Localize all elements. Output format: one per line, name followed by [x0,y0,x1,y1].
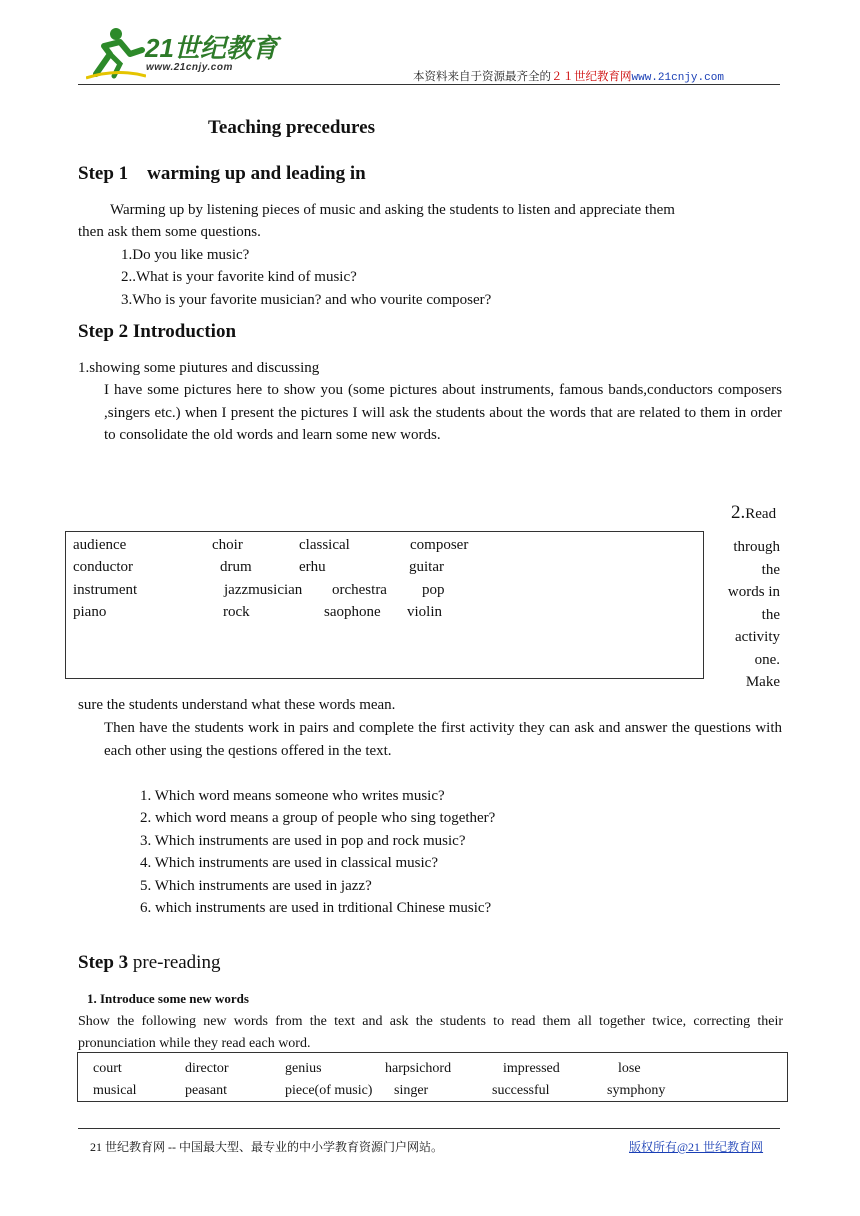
vocab-table [65,531,704,679]
step3-para: Show the following new words from the text and ask the students to read them all together twice, correcting their pronunciation while they read each word. [78,1014,783,1051]
step2-title: Introduction [132,321,237,342]
vocab-word: classical [299,537,350,553]
step2-side-text [710,536,780,694]
side-line: one. [754,651,780,668]
new-word: successful [492,1083,550,1098]
side-line: Read [745,506,777,522]
new-word: peasant [185,1083,227,1098]
logo-text: 21世纪教育 [145,33,278,63]
vocab-word: saophone [324,604,381,620]
new-word: court [93,1061,122,1076]
step3-label: Step 3 [78,952,129,973]
step2-para: I have some pictures here to show you (some pictures about instruments, famous bands,conductors composers ,singers etc.) when I present the pictures I will ask the students about the words that are related to them in order to consolidate the old words and learn some new words. [104,382,782,443]
new-word: lose [618,1061,641,1076]
step2-label: Step 2 [78,321,129,342]
vocab-word: choir [212,537,243,553]
vocab-word: composer [410,537,469,553]
footer-copyright-link[interactable]: 版权所有@21 世纪教育网 [629,1140,764,1154]
header-note-prefix: 本资料来自于资源最齐全的 [413,71,551,83]
step2-question: 5. Which instruments are used in jazz? [140,878,372,894]
footer-left: 21 世纪教育网 -- 中国最大型、最专业的中小学教育资源门户网站。 [90,1140,443,1154]
runner-logo-icon [86,24,146,80]
step1-heading [78,163,366,185]
vocab-word: orchestra [332,582,387,598]
step1-question: 2..What is your favorite kind of music? [121,269,357,285]
header-note [413,68,724,84]
step2-question: 1. Which word means someone who writes music? [140,788,445,804]
new-word: impressed [503,1061,560,1076]
side-line: activity [735,629,780,645]
step2-question: 3. Which instruments are used in pop and rock music? [140,833,466,849]
step2-side-number [731,502,776,524]
new-word: genius [285,1061,322,1076]
header-note-site: ２１世纪教育网 [551,71,632,83]
step2-para2: Then have the students work in pairs and complete the first activity they can ask and answer the questions with each other using the qestions offered in the text. [104,720,782,759]
new-word: singer [394,1083,429,1098]
new-words-table [77,1052,788,1102]
new-word: musical [93,1083,137,1098]
side-line: the [761,606,780,623]
step1-question: 3.Who is your favorite musician? and who vourite composer? [121,292,492,308]
page-title: Teaching precedures [208,117,375,138]
vocab-word: jazzmusician [224,582,303,598]
header-note-url[interactable]: www.21cnjy.com [631,72,724,84]
vocab-word: audience [73,537,127,553]
side-num: 2. [731,502,746,523]
step2-after-table: sure the students understand what these words mean. [78,697,396,713]
vocab-word: violin [407,604,443,620]
step2-sub1: 1.showing some piutures and discussing [78,360,320,376]
new-word: piece(of music) [285,1083,373,1098]
step2-question: 2. which word means a group of people who sing together? [140,810,496,826]
side-line: through [733,539,780,555]
vocab-word: instrument [73,582,138,598]
header-rule [78,84,780,85]
new-word: director [185,1061,229,1076]
step3-heading [78,952,220,974]
step2-question: 4. Which instruments are used in classical music? [140,855,438,871]
step1-para-line2: then ask them some questions. [78,224,261,240]
step1-question: 1.Do you like music? [121,247,250,263]
side-line: Make [745,674,780,690]
step1-label: Step 1 [78,163,129,184]
side-line: words in [727,584,780,600]
new-word: harpsichord [385,1061,452,1076]
step1-para-line1: Warming up by listening pieces of music and asking the students to listen and appreciate them [110,202,675,218]
footer-rule [78,1128,780,1129]
step1-title: warming up and leading in [147,163,366,184]
step3-sub1: 1. Introduce some new words [87,991,249,1006]
step2-heading [78,321,236,343]
logo-url: www.21cnjy.com [146,62,233,73]
side-line: the [761,561,780,578]
step2-question: 6. which instruments are used in trditional Chinese music? [140,900,492,916]
vocab-word: conductor [73,559,133,575]
vocab-word: piano [73,604,107,620]
vocab-word: guitar [409,559,444,575]
vocab-word: drum [220,559,252,575]
vocab-word: rock [223,604,250,620]
new-word: symphony [607,1083,666,1098]
vocab-word: erhu [299,559,326,575]
vocab-word: pop [422,582,445,598]
step3-title: pre-reading [132,952,221,973]
